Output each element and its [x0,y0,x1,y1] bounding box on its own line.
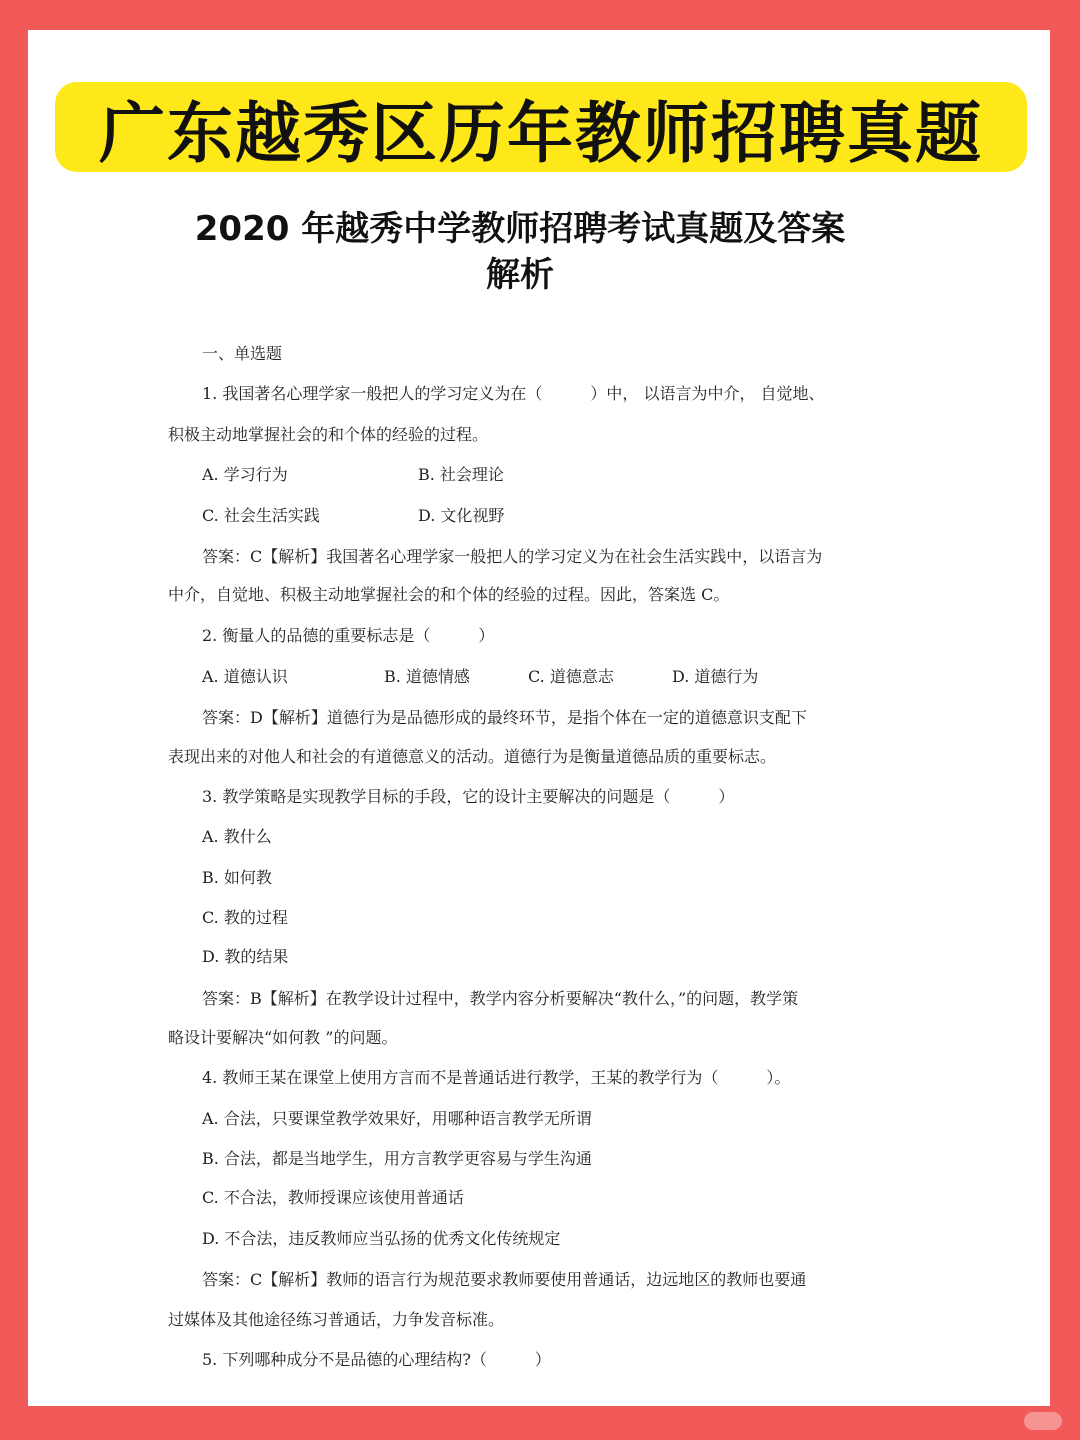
q4-answer-line2: 过媒体及其他途径练习普通话，力争发音标准。 [168,1310,505,1329]
q2-stem: 2. 衡量人的品德的重要标志是（ ） [202,626,495,645]
q1-option-a: A. 学习行为 [202,465,288,484]
title-banner [55,82,1027,172]
q1-stem-line1: 1. 我国著名心理学家一般把人的学习定义为在（ ）中， 以语言为中介， 自觉地、 [202,384,825,403]
q2-option-b: B. 道德情感 [384,667,470,686]
q3-stem: 3. 教学策略是实现教学目标的手段，它的设计主要解决的问题是（ ） [202,787,735,806]
q2-option-c: C. 道德意志 [528,667,614,686]
document-title-line1: 2020 年越秀中学教师招聘考试真题及答案 [194,209,846,249]
document-title-line2: 解析 [486,255,554,295]
q3-option-d: D. 教的结果 [202,947,289,966]
q2-answer-line2: 表现出来的对他人和社会的有道德意义的活动。道德行为是衡量道德品质的重要标志。 [168,747,777,766]
q2-option-a: A. 道德认识 [202,667,288,686]
q2-answer-line1: 答案：D【解析】道德行为是品德形成的最终环节，是指个体在一定的道德意识支配下 [202,708,807,727]
banner-title: 广东越秀区历年教师招聘真题 [99,94,983,172]
q1-option-d: D. 文化视野 [418,506,505,525]
q4-option-d: D. 不合法，违反教师应当弘扬的优秀文化传统规定 [202,1229,561,1248]
document-title [160,206,880,298]
q1-answer-line1: 答案：C【解析】我国著名心理学家一般把人的学习定义为在社会生活实践中，以语言为 [202,547,823,566]
q5-stem: 5. 下列哪种成分不是品德的心理结构?（ ） [202,1350,551,1369]
q4-answer-line1: 答案：C【解析】教师的语言行为规范要求教师要使用普通话，边远地区的教师也要通 [202,1270,807,1289]
q4-stem: 4. 教师王某在课堂上使用方言而不是普通话进行教学，王某的教学行为（ ）。 [202,1068,791,1087]
q1-stem-line2: 积极主动地掌握社会的和个体的经验的过程。 [168,425,489,444]
q3-option-b: B. 如何教 [202,868,272,887]
q3-answer-line1: 答案：B【解析】在教学设计过程中，教学内容分析要解决“教什么，”的问题，教学策 [202,989,799,1008]
q3-answer-line2: 略设计要解决“如何教 ”的问题。 [168,1028,398,1047]
watermark-badge [1024,1412,1062,1430]
q1-option-b: B. 社会理论 [418,465,504,484]
q1-answer-line2: 中介，自觉地、积极主动地掌握社会的和个体的经验的过程。因此，答案选 C。 [168,585,730,604]
q1-option-c: C. 社会生活实践 [202,506,320,525]
q3-option-a: A. 教什么 [202,827,272,846]
section-heading: 一、单选题 [202,344,283,363]
q3-option-c: C. 教的过程 [202,908,288,927]
q2-option-d: D. 道德行为 [672,667,759,686]
q4-option-c: C. 不合法，教师授课应该使用普通话 [202,1188,464,1207]
q4-option-b: B. 合法，都是当地学生，用方言教学更容易与学生沟通 [202,1149,592,1168]
q4-option-a: A. 合法，只要课堂教学效果好，用哪种语言教学无所谓 [202,1109,592,1128]
